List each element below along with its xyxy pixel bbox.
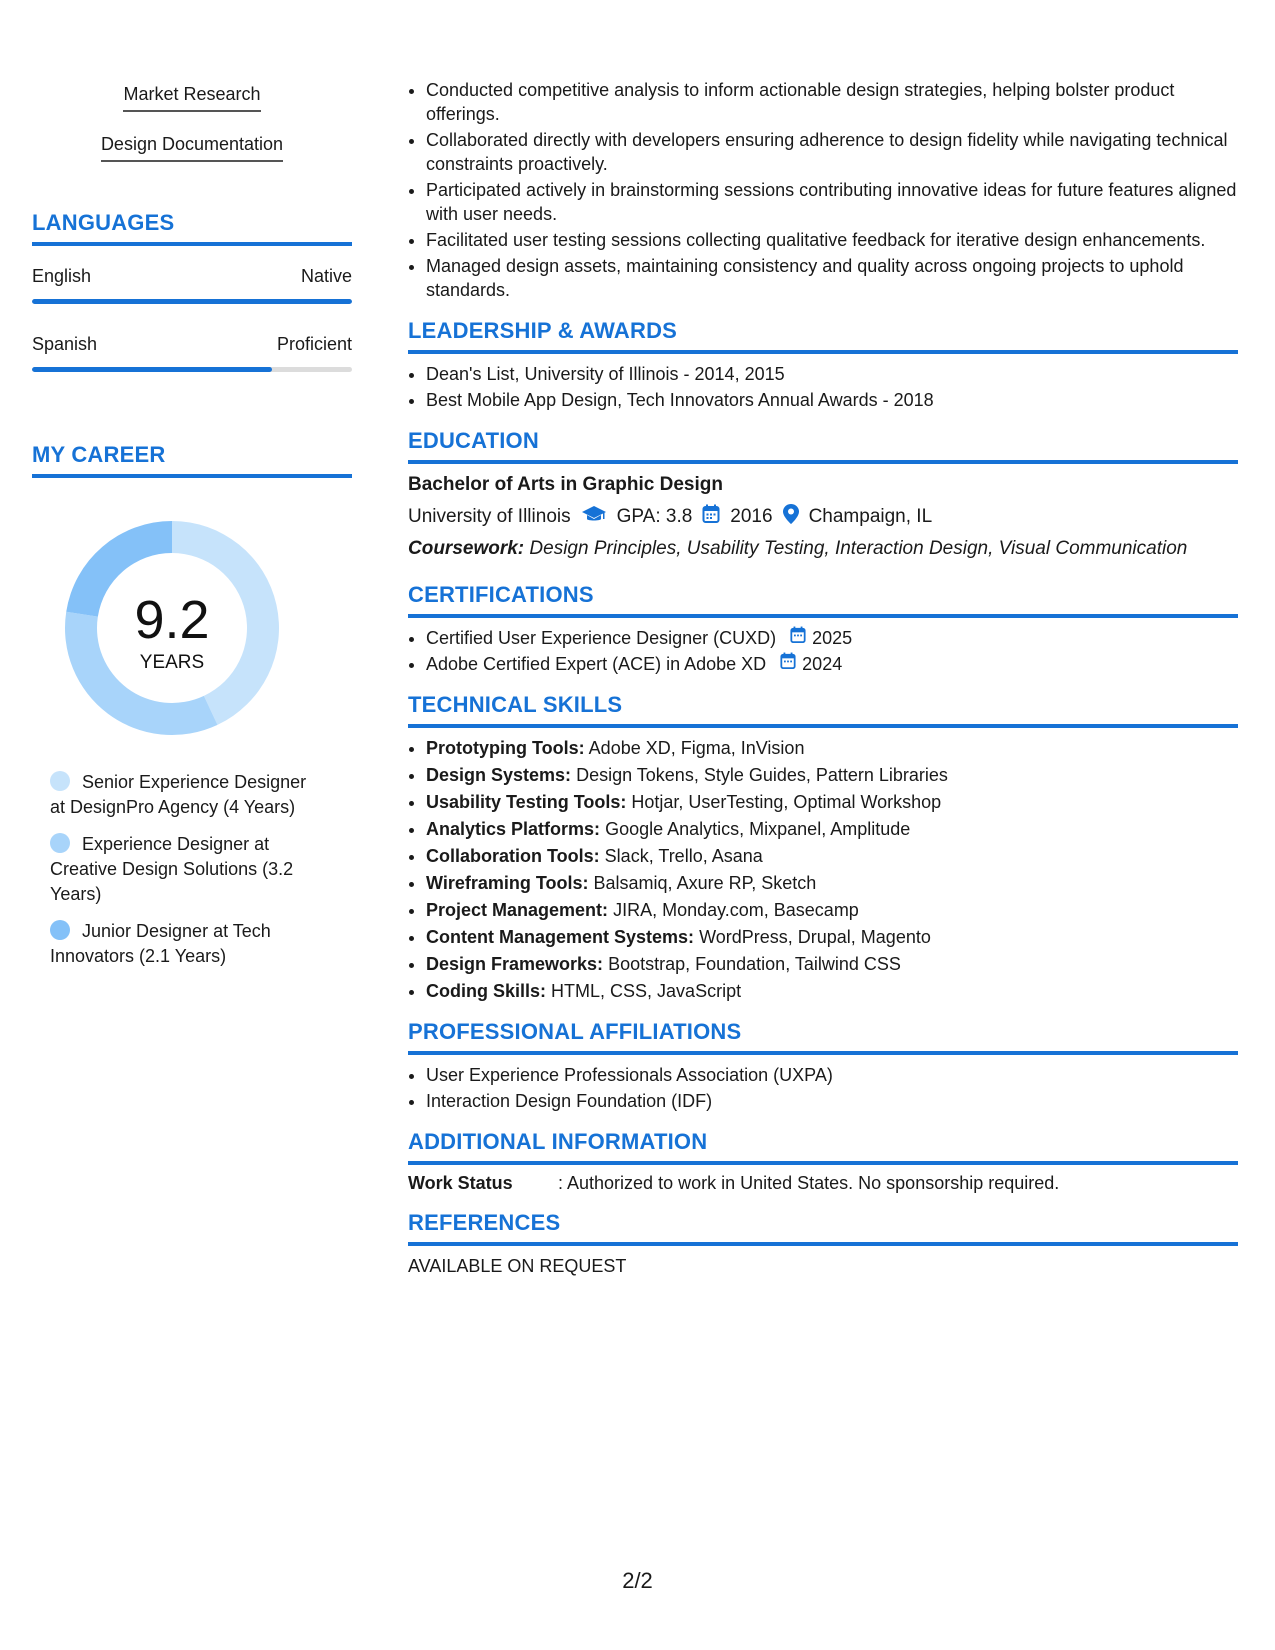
skill-label: Design Frameworks:	[426, 954, 604, 974]
location-pin-icon	[783, 504, 799, 530]
school-name: University of Illinois	[408, 506, 571, 527]
school-location: Champaign, IL	[808, 506, 933, 527]
references-section	[408, 1210, 1238, 1277]
skill-label: Coding Skills:	[426, 981, 547, 1001]
list-item	[426, 871, 1238, 895]
legend-item	[50, 770, 320, 820]
page-number: 2/2	[622, 1568, 653, 1593]
references-text: AVAILABLE ON REQUEST	[408, 1256, 627, 1276]
coursework	[408, 538, 1238, 560]
list-item: • Best Mobile App Design, Tech Innovators Annual Awards - 2018	[426, 388, 1238, 412]
cert-name: • Certified User Experience Designer (CUXD)	[426, 628, 777, 648]
info-label: Work Status	[408, 1173, 513, 1193]
language-bar	[32, 299, 352, 304]
list-item: • User Experience Professionals Association (UXPA)	[426, 1063, 1238, 1087]
list-item	[426, 844, 1238, 868]
skill-label: Wireframing Tools:	[426, 873, 589, 893]
calendar-icon	[702, 504, 720, 530]
legend-dot	[50, 920, 70, 940]
legend-item	[50, 832, 320, 907]
legend-label: Junior Designer at Tech Innovators (2.1 Years)	[50, 921, 271, 966]
career-heading: MY CAREER	[32, 442, 352, 478]
list-item	[426, 736, 1238, 760]
list-item	[426, 925, 1238, 949]
certifications-heading: CERTIFICATIONS	[408, 582, 1238, 618]
skill-label: Analytics Platforms:	[426, 819, 601, 839]
skill-value: Google Analytics, Mixpanel, Amplitude	[605, 819, 911, 839]
legend-item	[50, 919, 320, 969]
cert-year: 2025	[812, 628, 853, 648]
languages-section	[32, 210, 352, 372]
skill-label: Usability Testing Tools:	[426, 792, 627, 812]
list-item: • Collaborated directly with developers ensuring adherence to design fidelity while navigating technical constraints proactively.	[426, 128, 1238, 176]
awards-list	[408, 362, 1238, 412]
graduation-year: 2016	[730, 506, 773, 527]
list-item	[426, 952, 1238, 976]
list-item	[426, 790, 1238, 814]
gpa: GPA: 3.8	[616, 506, 693, 527]
affiliations-list	[408, 1063, 1238, 1113]
education-details	[408, 504, 1238, 530]
skill-tag: Design Documentation	[101, 130, 283, 162]
skill-value: JIRA, Monday.com, Basecamp	[613, 900, 859, 920]
donut-center-value: 9.2	[134, 590, 210, 650]
language-item	[32, 334, 352, 372]
degree-title: Bachelor of Arts in Graphic Design	[408, 474, 723, 495]
legend-dot	[50, 833, 70, 853]
technical-skills-section	[408, 692, 1238, 1003]
list-item	[426, 626, 1238, 650]
awards-heading: LEADERSHIP & AWARDS	[408, 318, 1238, 354]
references-heading: REFERENCES	[408, 1210, 1238, 1246]
list-item: • Conducted competitive analysis to inform actionable design strategies, helping bolster product offerings.	[426, 78, 1238, 126]
career-section	[32, 442, 352, 969]
language-bar	[32, 367, 352, 372]
skill-value: Bootstrap, Foundation, Tailwind CSS	[608, 954, 901, 974]
list-item: • Dean's List, University of Illinois - 2014, 2015	[426, 362, 1238, 386]
skill-tag: Market Research	[123, 80, 260, 112]
language-level: Proficient	[276, 334, 352, 354]
list-item	[426, 763, 1238, 787]
education-section	[408, 428, 1238, 560]
skill-value: Balsamiq, Axure RP, Sketch	[593, 873, 817, 893]
skill-label: Collaboration Tools:	[426, 846, 600, 866]
awards-section	[408, 318, 1238, 412]
language-bar-fill	[32, 367, 272, 372]
list-item: • Participated actively in brainstorming sessions contributing innovative ideas for future features aligned with user needs.	[426, 178, 1238, 226]
skill-value: Design Tokens, Style Guides, Pattern Libraries	[576, 765, 948, 785]
skill-tag-list	[32, 80, 352, 180]
legend-label: Senior Experience Designer at DesignPro Agency (4 Years)	[50, 772, 307, 817]
skill-label: Project Management:	[426, 900, 609, 920]
language-level: Native	[300, 266, 352, 286]
list-item: • Interaction Design Foundation (IDF)	[426, 1089, 1238, 1113]
list-item	[426, 979, 1238, 1003]
language-name: English	[32, 266, 92, 286]
calendar-icon	[790, 626, 806, 650]
list-item: • Facilitated user testing sessions collecting qualitative feedback for iterative design enhancements.	[426, 228, 1238, 252]
languages-heading: LANGUAGES	[32, 210, 352, 246]
experience-bullets	[408, 78, 1238, 302]
list-item	[426, 652, 1238, 676]
language-bar-fill	[32, 299, 352, 304]
legend-dot	[50, 771, 70, 791]
skill-value: HTML, CSS, JavaScript	[551, 981, 742, 1001]
list-item: • Managed design assets, maintaining consistency and quality across ongoing projects to uphold standards.	[426, 254, 1238, 302]
skill-label: Design Systems:	[426, 765, 572, 785]
skill-label: Prototyping Tools:	[426, 738, 585, 758]
legend-label: Experience Designer at Creative Design Solutions (3.2 Years)	[50, 834, 294, 904]
graduation-cap-icon	[581, 504, 607, 530]
info-row	[408, 1173, 1238, 1194]
main-content	[408, 78, 1238, 1277]
technical-skills-list	[408, 736, 1238, 1003]
language-name: Spanish	[32, 334, 98, 354]
skill-value: Hotjar, UserTesting, Optimal Workshop	[631, 792, 942, 812]
coursework-text: Design Principles, Usability Testing, Interaction Design, Visual Communication	[529, 538, 1188, 559]
list-item	[426, 817, 1238, 841]
calendar-icon	[780, 652, 796, 676]
donut-svg	[32, 498, 352, 758]
skill-value: Adobe XD, Figma, InVision	[588, 738, 805, 758]
list-item	[426, 898, 1238, 922]
skill-label: Content Management Systems:	[426, 927, 695, 947]
additional-info-heading: ADDITIONAL INFORMATION	[408, 1129, 1238, 1165]
info-value: : Authorized to work in United States. No sponsorship required.	[558, 1173, 1060, 1193]
affiliations-section	[408, 1019, 1238, 1113]
donut-center-unit: YEARS	[139, 652, 205, 673]
skill-value: Slack, Trello, Asana	[604, 846, 763, 866]
additional-info-section	[408, 1129, 1238, 1194]
language-item	[32, 266, 352, 304]
skill-value: WordPress, Drupal, Magento	[699, 927, 931, 947]
sidebar	[32, 80, 352, 981]
career-legend	[32, 770, 352, 969]
education-heading: EDUCATION	[408, 428, 1238, 464]
cert-year: 2024	[802, 654, 843, 674]
affiliations-heading: PROFESSIONAL AFFILIATIONS	[408, 1019, 1238, 1055]
career-donut-chart	[32, 498, 352, 758]
coursework-label: Coursework:	[408, 538, 525, 559]
certifications-section	[408, 582, 1238, 676]
cert-name: • Adobe Certified Expert (ACE) in Adobe XD	[426, 654, 767, 674]
technical-skills-heading: TECHNICAL SKILLS	[408, 692, 1238, 728]
certifications-list	[408, 626, 1238, 676]
